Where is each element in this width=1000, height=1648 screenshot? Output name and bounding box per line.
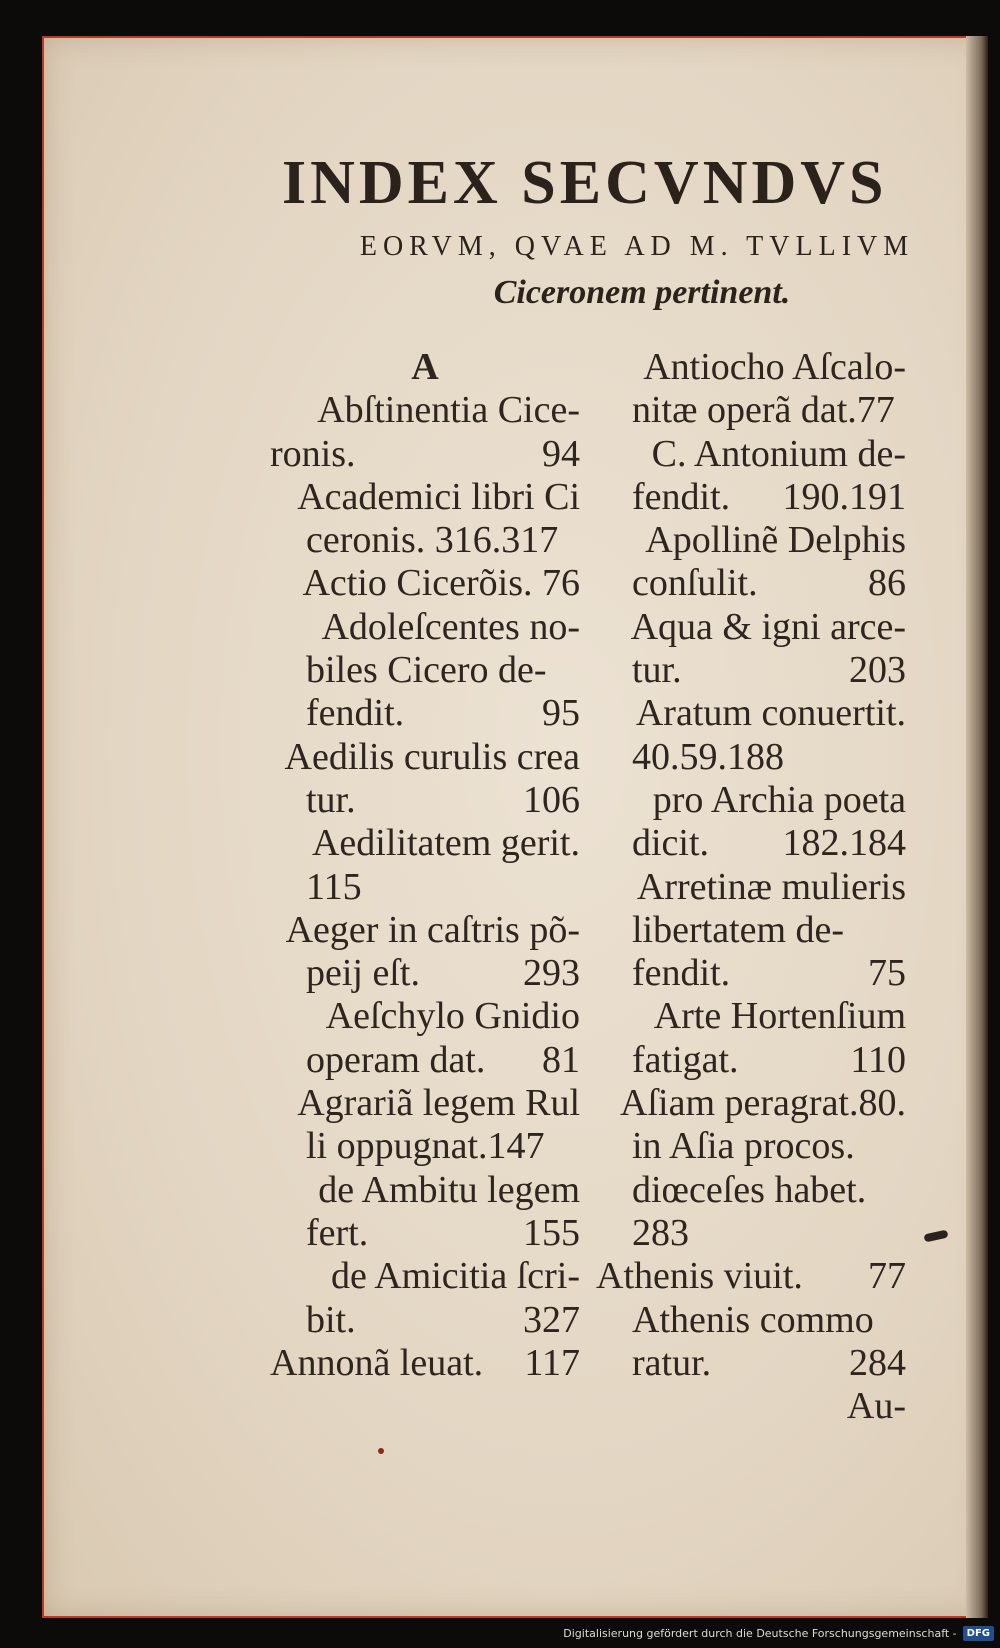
index-column-right xyxy=(596,346,906,1428)
index-entry xyxy=(270,779,580,822)
index-entry xyxy=(596,952,906,995)
index-entry-text: Aqua & igni arce- xyxy=(630,605,906,648)
index-entry-text: biles Cicero de- xyxy=(306,649,547,692)
index-entry xyxy=(270,519,580,562)
index-page-number: 110 xyxy=(850,1038,906,1081)
index-entry-text: fendit. xyxy=(632,475,731,518)
index-entry-text: 283 xyxy=(632,1211,689,1254)
index-page-number: 77 xyxy=(868,1255,906,1298)
index-entry-text: Arretinæ mulieris xyxy=(636,865,906,908)
index-entry-text: de Amicitia ſcri- xyxy=(330,1255,580,1298)
index-entry-text: Abſtinentia Cice- xyxy=(317,389,580,432)
index-entry-text: fatigat. xyxy=(632,1038,739,1081)
index-entry xyxy=(270,433,580,476)
index-entry-text: fendit. xyxy=(632,952,731,995)
index-entry xyxy=(596,1342,906,1385)
index-entry-text: Apollinẽ Delphis xyxy=(645,519,906,562)
index-page-number: 327 xyxy=(523,1298,580,1341)
index-subtitle: EORVM, QVAE AD M. TVLLIVM xyxy=(359,231,915,262)
index-page-number: 95 xyxy=(542,692,580,735)
index-entry-text: bit. xyxy=(306,1298,356,1341)
index-entry-text: li oppugnat.147 xyxy=(306,1125,545,1168)
index-entry-text: fert. xyxy=(306,1211,369,1254)
index-title: INDEX SECVNDVS xyxy=(282,149,888,217)
index-entry xyxy=(596,389,906,432)
index-page-number: 117 xyxy=(524,1341,580,1384)
index-entry xyxy=(270,562,580,605)
index-entry xyxy=(270,1212,580,1255)
index-entry-text: 115 xyxy=(306,865,362,908)
index-entry xyxy=(270,1299,580,1342)
index-entry xyxy=(270,1039,580,1082)
index-page-number: 155 xyxy=(523,1211,580,1254)
index-page-number: 81 xyxy=(542,1038,580,1081)
index-entry-text: Antiocho Aſcalo- xyxy=(643,346,906,388)
index-entry-text: diœceſes habet. xyxy=(632,1168,867,1211)
index-page-number: 106 xyxy=(523,778,580,821)
index-entry xyxy=(270,389,580,432)
index-entry-text: dicit. xyxy=(632,822,710,865)
index-entry xyxy=(270,1169,580,1212)
index-entry xyxy=(596,779,906,822)
index-entry-text: tur. xyxy=(306,778,356,821)
index-entry xyxy=(596,649,906,692)
index-entry-text: Aratum conuertit. xyxy=(635,692,906,735)
index-entry xyxy=(270,866,580,909)
index-page-number: 94 xyxy=(542,432,580,475)
index-entry xyxy=(596,1169,906,1212)
index-entry xyxy=(270,822,580,865)
index-entry-text: ronis. xyxy=(270,432,356,475)
dfg-logo: DFG xyxy=(963,1626,994,1641)
page-mark xyxy=(923,1230,948,1243)
index-entry-text: fendit. xyxy=(306,692,405,735)
index-entry-text: de Ambitu legem xyxy=(318,1168,580,1211)
index-entry-text: Athenis commo xyxy=(632,1298,874,1341)
ink-spot xyxy=(378,1448,384,1454)
index-page-number: 284 xyxy=(849,1341,906,1384)
index-entry-text: in Aſia procos. xyxy=(632,1125,855,1168)
index-entry-text: Actio Cicerõis. 76 xyxy=(302,562,580,605)
index-entry xyxy=(270,1082,580,1125)
index-entry-text: Aedilis curulis crea xyxy=(284,735,580,778)
index-entry-text: Arte Hortenſium xyxy=(653,995,906,1038)
index-entry xyxy=(596,1125,906,1168)
index-entry xyxy=(270,909,580,952)
index-page-number: 203 xyxy=(849,649,906,692)
digitization-footer xyxy=(0,1618,1000,1648)
index-entry-text: Adoleſcentes no- xyxy=(321,605,580,648)
index-entry xyxy=(596,1212,906,1255)
index-entry-text: Annonã leuat. xyxy=(270,1341,484,1384)
index-entry xyxy=(596,562,906,605)
index-entry-text: pro Archia poeta xyxy=(652,778,906,821)
index-entry xyxy=(596,995,906,1038)
index-entry xyxy=(270,995,580,1038)
index-entry-text: conſulit. xyxy=(632,562,758,605)
index-entry xyxy=(596,1385,906,1428)
index-entry xyxy=(596,692,906,735)
index-page-number: 293 xyxy=(523,952,580,995)
book-page xyxy=(42,36,988,1618)
index-entry xyxy=(596,1255,906,1298)
index-entry-text: Aeger in caſtris põ- xyxy=(285,908,580,951)
index-entry xyxy=(596,433,906,476)
index-entry-text: A xyxy=(411,346,439,388)
index-entry-text: Aſiam peragrat.80. xyxy=(620,1082,906,1125)
index-entry-text: Aeſchylo Gnidio xyxy=(325,995,580,1038)
index-entry xyxy=(270,476,580,519)
footer-credit: Digitalisierung gefördert durch die Deutsche Forschungsgemeinschaft - xyxy=(563,1626,957,1640)
index-entry xyxy=(270,692,580,735)
index-column-left xyxy=(270,346,580,1385)
index-entry xyxy=(270,736,580,779)
index-entry xyxy=(596,1299,906,1342)
index-entry xyxy=(596,476,906,519)
index-entry xyxy=(596,1082,906,1125)
index-entry-text: Academici libri Ci xyxy=(297,475,580,518)
index-page-number: 75 xyxy=(868,952,906,995)
index-subtitle-italic: Ciceronem pertinent. xyxy=(493,274,791,311)
index-entry-text: libertatem de- xyxy=(632,908,845,951)
index-entry-text: ratur. xyxy=(632,1341,712,1384)
index-page-number: 86 xyxy=(868,562,906,605)
index-entry xyxy=(270,1255,580,1298)
index-page-number: 182.184 xyxy=(782,822,906,865)
index-entry-text: nitæ operã dat.77 xyxy=(632,389,895,432)
index-page-number: 190.191 xyxy=(782,475,906,518)
index-entry-text: peij eſt. xyxy=(306,952,420,995)
index-entry-text: tur. xyxy=(632,649,682,692)
index-entry xyxy=(270,952,580,995)
index-entry-text: Athenis viuit. xyxy=(596,1255,803,1298)
index-entry xyxy=(270,1342,580,1385)
index-entry xyxy=(596,346,906,389)
index-entry-text: operam dat. xyxy=(306,1038,486,1081)
index-entry xyxy=(270,649,580,692)
index-entry xyxy=(596,1039,906,1082)
index-entry xyxy=(596,866,906,909)
index-entry xyxy=(270,346,580,389)
index-entry-text: C. Antonium de- xyxy=(651,432,906,475)
index-entry xyxy=(596,822,906,865)
page-spine-shadow xyxy=(966,36,988,1618)
index-entry-text: 40.59.188 xyxy=(632,735,784,778)
index-entry-text: Au- xyxy=(846,1385,906,1428)
index-entry xyxy=(596,519,906,562)
index-entry xyxy=(596,909,906,952)
index-entry-text: Agrariã legem Rul xyxy=(297,1082,580,1125)
index-entry-text: Aedilitatem gerit. xyxy=(311,822,580,865)
index-entry xyxy=(270,606,580,649)
index-entry-text: ceronis. 316.317 xyxy=(306,519,559,562)
index-entry xyxy=(596,606,906,649)
index-entry xyxy=(596,736,906,779)
index-entry xyxy=(270,1125,580,1168)
